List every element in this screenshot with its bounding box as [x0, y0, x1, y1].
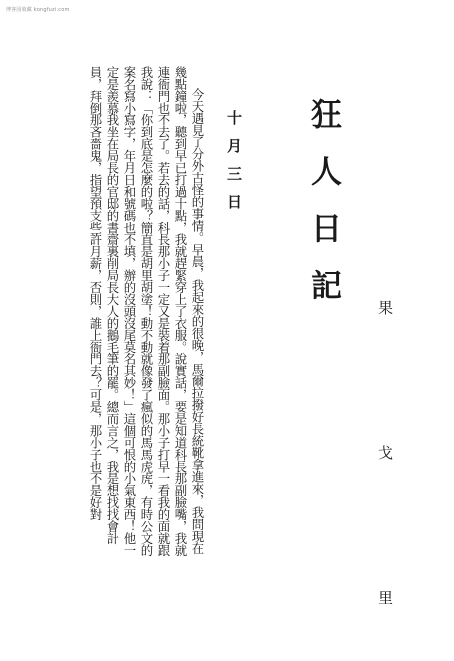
author-name: 果 戈 里 — [376, 300, 394, 661]
article-title: 狂人日記 — [305, 98, 341, 326]
watermark: 博客园收藏 kongfuzi.com — [6, 7, 70, 13]
body-paragraph: 今天遇見了分外古怪的事情。早晨，我起來的很晚，馬爾拉撥好長統靴拿進來，我問現在幾點鐘啦，聽到早已打過十點，我就趕緊穿上了衣服。說實話，要是知道科長那副臉嘴，我就連衙門也不去了。若去的話，科長那小子一定又是裝着那副臉面。那小子打早一看我的面就跟我說：「你到底是怎麼的啦？簡直是胡里胡塗！動不動就像發了瘋似的馬馬虎虎，有時公文的案名寫小寫字，年月日和號碼也不填，辦的沒頭沒尾莫名其妙！」這個可恨的小氣東西！他一定是羨慕我坐在局長的官邸的書齋裏削局長大人的鵝毛筆的罷。總而言之，我是想找找會計員，拜倒那吝嗇鬼，指望預支些許月薪，否則，誰上衙門去？可是，那小子也不是好對 — [88, 66, 205, 556]
entry-date: 十月三日 — [225, 110, 243, 222]
body-text-block — [20, 66, 206, 564]
